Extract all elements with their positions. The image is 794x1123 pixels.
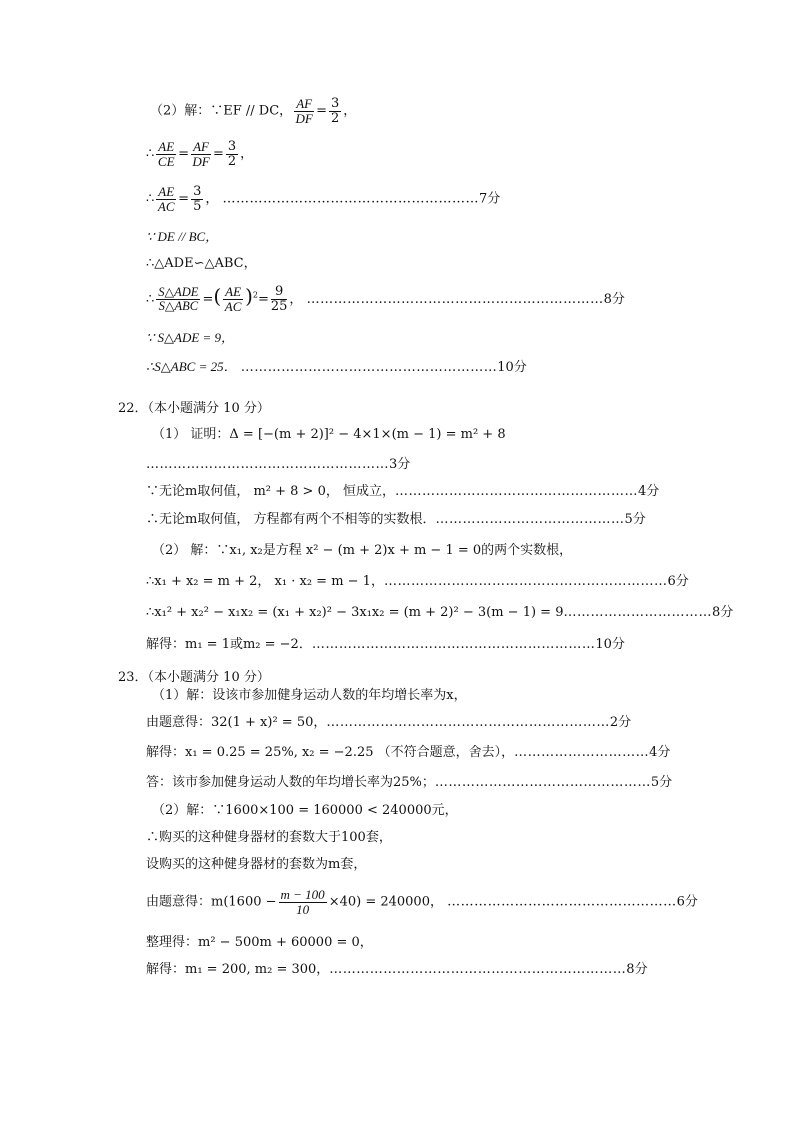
solution-line: ∴S△ABC = 25． …………………………………………………10分	[146, 359, 527, 375]
solution-line: ∵ DE // BC，	[146, 229, 219, 244]
solution-line: ∴ $\frac{\text{S△ADE}}{\text{S△ABC}}$ =( $\frac{AE}{AC}$ )$^2$= $\frac{9}{25}$ ， …………………………………………………………8分	[146, 284, 625, 314]
solution-line: ∵无论m取何值， m² + 8 > 0， 恒成立，………………………………………………4分	[146, 484, 660, 499]
score: 6分	[667, 574, 689, 589]
solution-line: ∴x₁² + x₂² − x₁x₂ = (x₁ + x₂)² − 3x₁x₂ = (m + 2)² − 3(m − 1) = 9……………………………8分	[146, 605, 734, 620]
q21-part2-line: （2）解：∵EF // DC， $\frac{AF}{DF}$ = $\frac{3}{2}$ ，	[150, 96, 357, 126]
score: 8分	[711, 605, 734, 620]
solution-line: ∴无论m取何值， 方程都有两个不相等的实数根．……………………………………5分	[146, 512, 646, 527]
solution-line: 解得：m₁ = 1或m₂ = −2．………………………………………………………10分	[146, 637, 625, 652]
score: 4分	[638, 484, 660, 499]
score: 8分	[603, 292, 625, 307]
solution-line: ∴ $\frac{AE}{CE}$ = $\frac{AF}{DF}$ = $\frac{3}{2}$ ，	[146, 139, 254, 169]
score: 8分	[626, 962, 648, 977]
score: 5分	[650, 775, 673, 790]
solution-line: 解得：x₁ = 0.25 = 25%, x₂ = −2.25 （不符合题意，舍去），…………………………4分	[146, 745, 671, 760]
solution-line: 答：该市参加健身运动人数的年均增长率为25%；…………………………………………5分	[146, 775, 673, 790]
fraction: $\frac{AF}{DF}$	[295, 96, 313, 126]
question-heading: 23．（本小题满分 10 分）	[118, 670, 270, 685]
score: 3分	[389, 457, 411, 472]
solution-line: 由题意得：32(1 + x)² = 50，………………………………………………………2分	[146, 715, 632, 730]
score: 7分	[479, 191, 501, 207]
solution-line: （2）解：∵1600×100 = 160000 < 240000元，	[152, 803, 458, 818]
solution-line: 整理得：m² − 500m + 60000 = 0，	[146, 935, 373, 950]
solution-line: ………………………………………………3分	[146, 457, 411, 472]
solution-line: ∵ S△ADE = 9，	[146, 330, 235, 345]
solution-line: 由题意得：m(1600 − $\frac{m - 100}{10}$ ×40) = 240000， ……………………………………………6分	[146, 887, 698, 917]
solution-line: （1）解：设该市参加健身运动人数的年均增长率为x，	[152, 688, 467, 703]
solution-line: ∴ $\frac{AE}{AC}$ = $\frac{3}{5}$ ， …………………………………………………7分	[146, 184, 501, 214]
solution-line: ∴△ADE∽△ABC，	[146, 256, 257, 271]
score: 10分	[595, 637, 625, 652]
solution-line: 设购买的这种健身器材的套数为m套，	[146, 857, 367, 872]
solution-line: 解得：m₁ = 200, m₂ = 300，…………………………………………………………8分	[146, 962, 648, 977]
score: 5分	[624, 512, 646, 527]
score: 4分	[649, 745, 671, 760]
text: （2）解：∵EF // DC，	[150, 103, 293, 119]
solution-line: （1） 证明：Δ = [−(m + 2)]² − 4×1×(m − 1) = m² + 8	[152, 427, 506, 442]
score: 10分	[497, 360, 527, 375]
solution-line: ∴x₁ + x₂ = m + 2， x₁ · x₂ = m − 1，………………………………………………………6分	[146, 574, 689, 589]
score: 6分	[676, 894, 698, 910]
question-heading: 22．（本小题满分 10 分）	[118, 401, 270, 416]
solution-line: ∴购买的这种健身器材的套数大于100套，	[146, 830, 392, 845]
score: 2分	[609, 715, 632, 730]
solution-line: （2） 解：∵x₁, x₂是方程 x² − (m + 2)x + m − 1 = 0的两个实数根，	[152, 543, 573, 558]
fraction: $\frac{3}{2}$	[330, 96, 340, 126]
